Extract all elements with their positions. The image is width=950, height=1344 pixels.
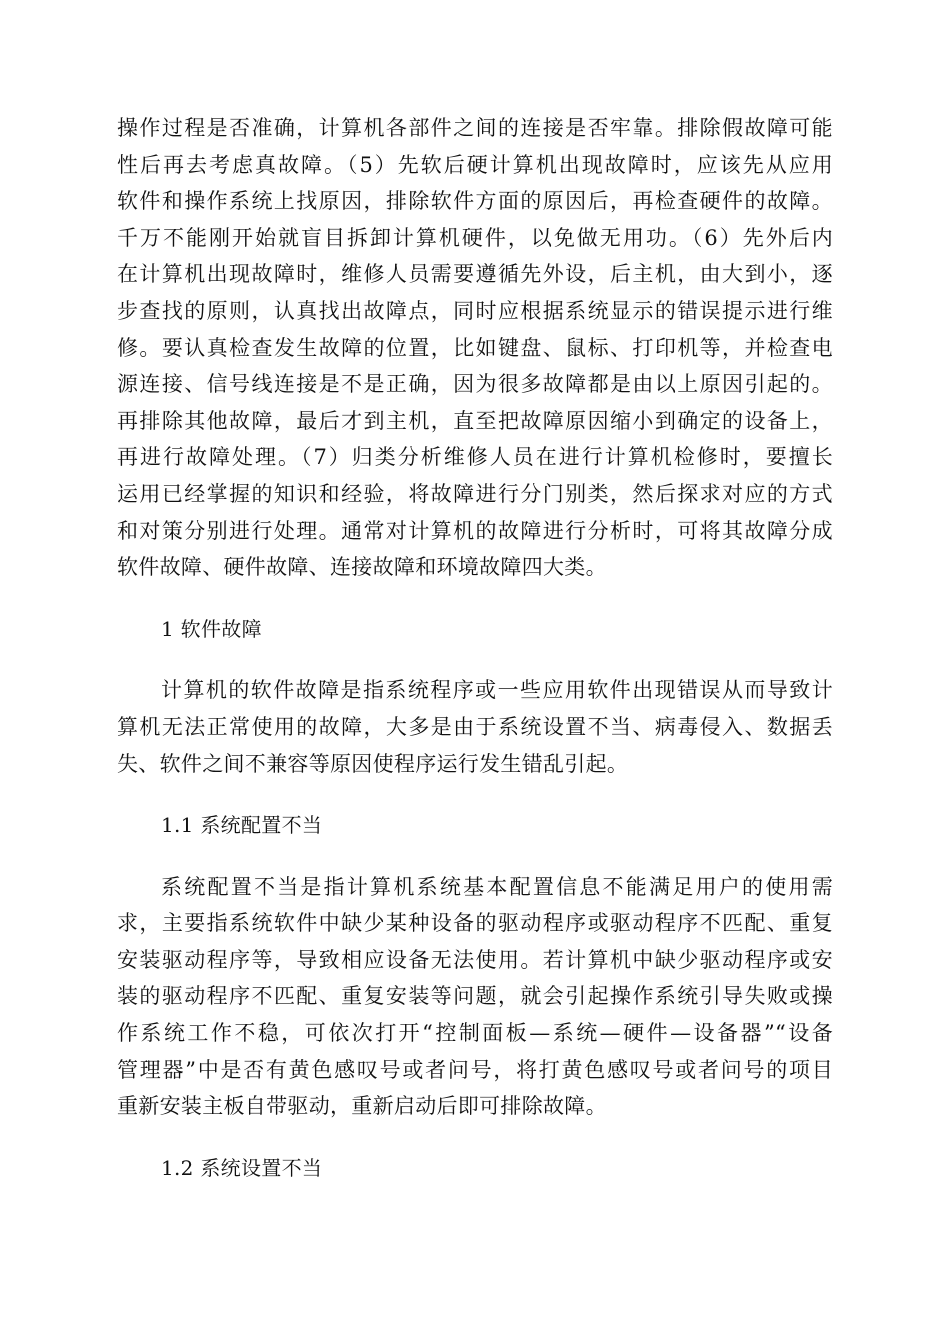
paragraph-line: 操作过程是否准确，计算机各部件之间的连接是否牢靠。排除假故障可能 xyxy=(117,116,833,140)
paragraph-line: 软件故障、硬件故障、连接故障和环境故障四大类。 xyxy=(117,555,607,580)
document-body xyxy=(117,110,833,1186)
paragraph-line: 失、软件之间不兼容等原因使程序运行发生错乱引起。 xyxy=(117,751,629,776)
paragraph-line: 在计算机出现故障时，维修人员需要遵循先外设，后主机，由大到小，逐 xyxy=(117,262,833,287)
paragraph-line: 重新安装主板自带驱动，重新启动后即可排除故障。 xyxy=(117,1094,607,1119)
paragraph-line: 计算机的软件故障是指系统程序或一些应用软件出现错误从而导致计 xyxy=(161,678,833,703)
paragraph-line: 再进行故障处理。（7）归类分析维修人员在进行计算机检修时，要擅长 xyxy=(117,445,833,470)
spacer xyxy=(117,782,833,807)
spacer xyxy=(117,844,833,869)
paragraph-line: 作系统工作不稳，可依次打开“控制面板—系统—硬件—设备器”“设备 xyxy=(117,1021,833,1046)
paragraph-line: 运用已经掌握的知识和经验，将故障进行分门别类，然后探求对应的方式 xyxy=(117,481,833,506)
paragraph-line: 软件和操作系统上找原因，排除软件方面的原因后，再检查硬件的故障。 xyxy=(117,189,833,214)
paragraph-line: 装的驱动程序不匹配、重复安装等问题，就会引起操作系统引导失败或操 xyxy=(117,984,833,1009)
paragraph-2 xyxy=(117,672,833,782)
spacer xyxy=(117,647,833,672)
paragraph-line: 和对策分别进行处理。通常对计算机的故障进行分析时，可将其故障分成 xyxy=(117,518,833,543)
spacer xyxy=(117,586,833,611)
paragraph-line: 求，主要指系统软件中缺少某种设备的驱动程序或驱动程序不匹配、重复 xyxy=(117,911,833,936)
section-heading-1: 1 软件故障 xyxy=(161,616,262,641)
paragraph-line: 再排除其他故障，最后才到主机，直至把故障原因缩小到确定的设备上， xyxy=(117,408,833,433)
paragraph-line: 安装驱动程序等，导致相应设备无法使用。若计算机中缺少驱动程序或安 xyxy=(117,947,833,972)
section-heading-1-2: 1.2 系统设置不当 xyxy=(161,1155,323,1180)
paragraph-line: 源连接、信号线连接是不是正确，因为很多故障都是由以上原因引起的。 xyxy=(117,372,833,397)
paragraph-line: 修。要认真检查发生故障的位置，比如键盘、鼠标、打印机等，并检查电 xyxy=(117,335,833,360)
paragraph-line: 性后再去考虑真故障。（5）先软后硬计算机出现故障时，应该先从应用 xyxy=(117,152,833,177)
spacer xyxy=(117,1125,833,1150)
paragraph-line: 千万不能刚开始就盲目拆卸计算机硬件，以免做无用功。（6）先外后内 xyxy=(117,225,833,250)
paragraph-1 xyxy=(117,110,833,586)
paragraph-3 xyxy=(117,869,833,1125)
paragraph-line: 步查找的原则，认真找出故障点，同时应根据系统显示的错误提示进行维 xyxy=(117,298,833,323)
paragraph-line: 算机无法正常使用的故障，大多是由于系统设置不当、病毒侵入、数据丢 xyxy=(117,714,833,739)
section-heading-1-1: 1.1 系统配置不当 xyxy=(161,813,323,838)
paragraph-line: 系统配置不当是指计算机系统基本配置信息不能满足用户的使用需 xyxy=(161,874,833,899)
paragraph-line: 管理器”中是否有黄色感叹号或者问号，将打黄色感叹号或者问号的项目 xyxy=(117,1057,833,1082)
